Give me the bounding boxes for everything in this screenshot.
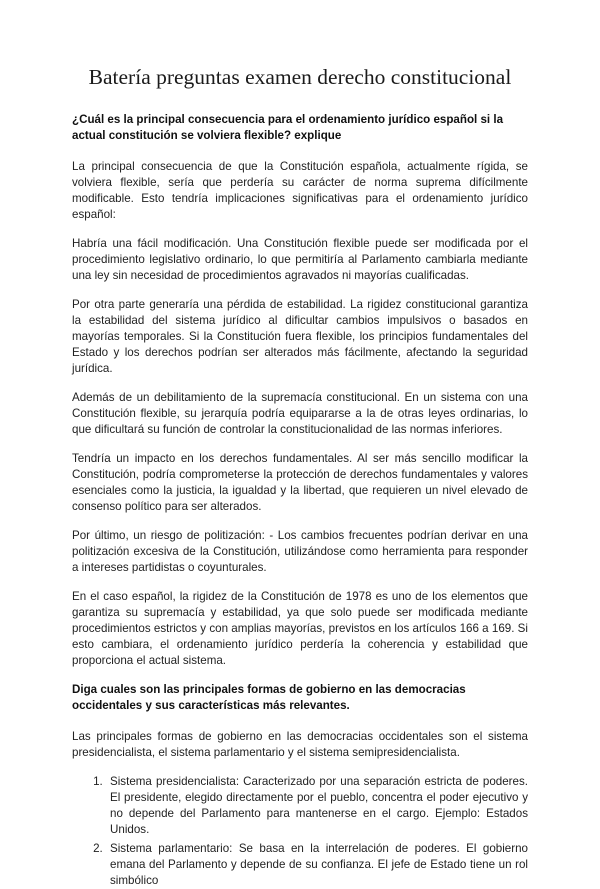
document-title: Batería preguntas examen derecho constitucional — [88, 65, 512, 89]
paragraph: Habría una fácil modificación. Una Constitución flexible puede ser modificada por el procedimiento legislativo ordinario, lo que permitiría al Parlamento cambiarla mediante una ley sin necesidad de procedimientos agravados ni mayorías cualificadas. — [72, 237, 528, 282]
question-2: Diga cuales son las principales formas de gobierno en las democracias occidentales y sus características más relevantes. — [72, 683, 466, 712]
paragraph: Por otra parte generaría una pérdida de estabilidad. La rigidez constitucional garantiza la estabilidad del sistema jurídico al dificultar cambios impulsivos o basados en mayorías temporales. Si la Constitución fuera flexible, los principios fundamentales del Estado y los derechos podrían ser alterados más fácilmente, afectando la seguridad jurídica. — [72, 298, 528, 375]
paragraph: Además de un debilitamiento de la supremacía constitucional. En un sistema con una Constitución flexible, su jerarquía podría equipararse a la de otras leyes ordinarias, lo que dificultará su función de controlar la constitucionalidad de las normas inferiores. — [72, 391, 528, 436]
paragraph: Tendría un impacto en los derechos fundamentales. Al ser más sencillo modificar la Constitución, podría comprometerse la protección de derechos fundamentales y valores esenciales como la justicia, la igualdad y la libertad, que requieren un nivel elevado de consenso político para ser alterados. — [72, 452, 528, 513]
forms-of-government-list — [72, 774, 528, 889]
list-item: 1. Sistema presidencialista: Caracterizado por una separación estricta de poderes. El presidente, elegido directamente por el pueblo, concentra el poder ejecutivo y no depende del Parlamento para mantenerse en el cargo. Ejemplo: Estados Unidos. — [106, 774, 528, 838]
question-1: ¿Cuál es la principal consecuencia para el ordenamiento jurídico español si la actual constitución se volviera flexible? explique — [72, 113, 504, 142]
paragraph: La principal consecuencia de que la Constitución española, actualmente rígida, se volviera flexible, sería que perdería su carácter de norma suprema difícilmente modificable. Esto tendría implicaciones significativas para el ordenamiento jurídico español: — [72, 160, 528, 221]
paragraph: En el caso español, la rigidez de la Constitución de 1978 es uno de los elementos que garantiza su supremacía y estabilidad, ya que solo puede ser modificada mediante procedimientos estrictos y con amplias mayorías, previstos en los artículos 166 a 169. Si esto cambiara, el ordenamiento jurídico perdería la coherencia y estabilidad que proporciona el actual sistema. — [72, 590, 528, 667]
paragraph: Por último, un riesgo de politización: - Los cambios frecuentes podrían derivar en una politización excesiva de la Constitución, utilizándose como herramienta para responder a intereses partidistas o coyunturales. — [72, 529, 528, 574]
list-item: 2. Sistema parlamentario: Se basa en la interrelación de poderes. El gobierno emana del Parlamento y depende de su confianza. El jefe de Estado tiene un rol simbólico — [106, 841, 528, 889]
paragraph: Las principales formas de gobierno en las democracias occidentales son el sistema presidencialista, el sistema parlamentario y el sistema semipresidencialista. — [72, 730, 528, 759]
